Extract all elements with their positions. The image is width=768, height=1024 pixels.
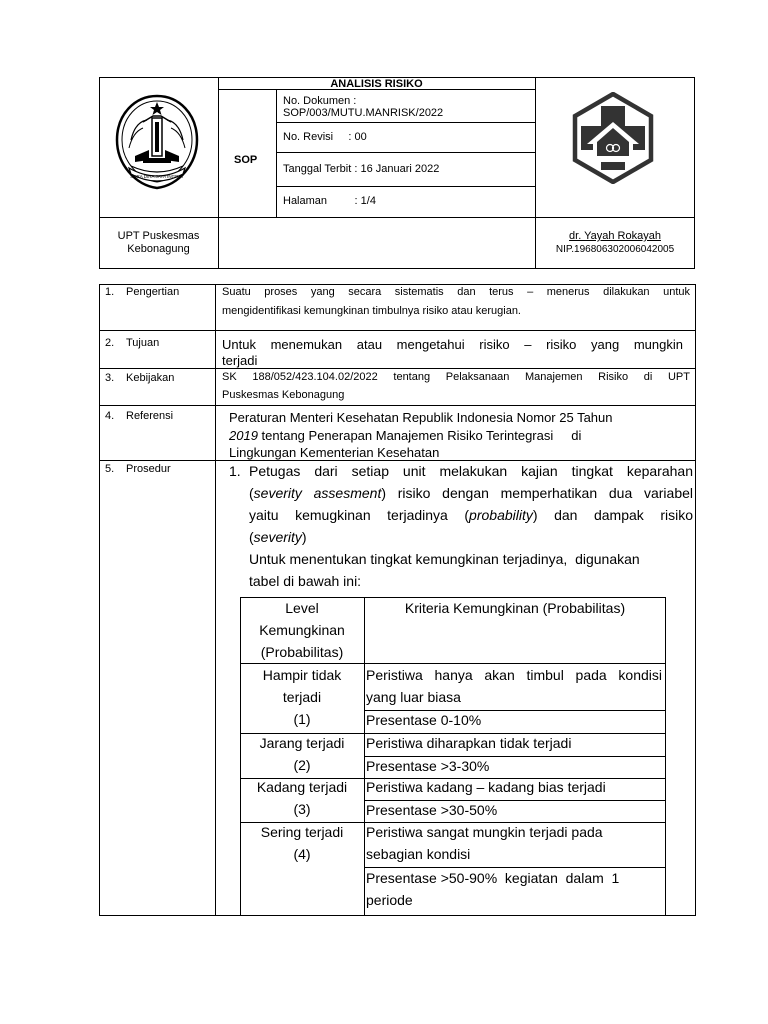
signer-name: dr. Yayah Rokayah [569,230,661,242]
level-cell [240,776,364,820]
row-number: 1. [105,286,115,298]
term-severity-assesment: severity assesment [253,485,382,501]
paren: ) [301,529,307,545]
header-divider [276,122,535,123]
pengertian-text-line1: Suatu proses yang secara sistematis dan terus – menerus dilakukan untuk [222,286,690,298]
pengertian-text-line2: mengidentifikasi kemungkinan timbulnya risiko atau kerugian. [222,305,521,317]
level-label: Kadang terjadi [256,779,348,795]
row-number: 3. [105,372,115,384]
row-label-prosedur: Prosedur [126,463,171,475]
criteria-cell: Peristiwa kadang – kadang bias terjadi [366,779,606,795]
term-probability: probability [469,507,533,523]
referensi-title-part: tentang Penerapan Manajemen Risiko Terintegrasi di [257,428,582,443]
prosedur-line1: Petugas dari setiap unit melakukan kajian tingkat keparahan [249,463,693,479]
col-header-level-line: Kemungkinan [259,622,345,638]
puskesmas-logo [567,92,659,184]
paren: ( [249,529,254,545]
prosedur-line2 [249,482,693,504]
header-divider [276,186,535,187]
row-number: 2. [105,337,115,349]
criteria-cell: Presentase >30-50% [366,802,498,818]
row-label-tujuan: Tujuan [126,337,160,349]
header-divider [276,152,535,153]
level-number: (3) [293,801,311,817]
prosedur-line6: tabel di bawah ini: [249,573,362,589]
prosedur-line3-b: ) dan dampak risiko [532,507,693,523]
criteria-cell [366,867,662,911]
prosedur-item-number: 1. [229,463,241,479]
unit-name-line1: UPT Puskesmas [117,230,200,242]
criteria-text: Peristiwa hanya akan timbul pada kondisi [366,667,662,683]
col-header-level-line: Level [285,600,319,616]
kebijakan-text-line2: Puskesmas Kebonagung [222,389,345,401]
body-divider [99,368,696,369]
regional-seal [113,92,201,190]
term-severity: severity [253,529,302,545]
col-header-level [240,597,364,663]
doc-number-label: No. Dokumen : [283,95,357,107]
paren: ( [249,485,254,501]
criteria-cell: Peristiwa diharapkan tidak terjadi [366,735,572,751]
issue-date: Tanggal Terbit : 16 Januari 2022 [283,163,440,175]
doc-number-value: SOP/003/MUTU.MANRISK/2022 [283,107,444,119]
criteria-cell [366,664,662,708]
row-label-pengertian: Pengertian [126,286,180,298]
revision-number: No. Revisi : 00 [283,131,367,143]
level-cell [240,664,364,730]
puskesmas-logo-icon [567,92,659,184]
level-label: Hampir tidak [262,667,342,683]
body-divider [215,284,216,916]
level-cell [240,821,364,865]
prosedur-line4 [249,526,307,548]
level-number: (4) [293,846,311,862]
level-number: (2) [293,757,311,773]
sop-label: SOP [234,154,258,166]
row-label-referensi: Referensi [126,410,174,422]
level-label: Sering terjadi [260,824,344,840]
signer-nip: NIP.196806302006042005 [555,244,675,255]
tujuan-text-line2: terjadi [222,353,258,368]
level-label: terjadi [282,689,322,705]
body-divider [99,330,696,331]
col-header-criteria: Kriteria Kemungkinan (Probabilitas) [404,600,626,616]
prosedur-line2-rest: ) risiko dengan memperhatikan dua variabel [381,485,694,501]
tujuan-text-line1: Untuk menemukan atau mengetahui risiko – risiko yang mungkin [222,337,683,352]
criteria-text: Peristiwa sangat mungkin terjadi pada [366,824,603,840]
criteria-text: sebagian kondisi [366,846,471,862]
prosedur-line3 [249,504,693,526]
criteria-text: Presentase >50-90% kegiatan dalam 1 [366,870,620,886]
criteria-cell: Presentase 0-10% [366,712,482,728]
level-number: (1) [293,711,311,727]
referensi-text-line3: Lingkungan Kementerian Kesehatan [229,445,440,460]
criteria-cell [366,821,662,865]
level-cell [240,732,364,776]
prosedur-line5: Untuk menentukan tingkat kemungkinan terjadinya, digunakan [249,551,640,567]
row-number: 5. [105,463,115,475]
page-number: Halaman : 1/4 [283,195,376,207]
criteria-cell: Presentase >3-30% [366,758,490,774]
col-header-level-line: (Probabilitas) [260,644,344,660]
row-label-kebijakan: Kebijakan [126,372,175,384]
header-divider [276,89,277,217]
prosedur-line3-a: yaitu kemugkinan terjadinya ( [249,507,470,523]
kebijakan-text-line1: SK 188/052/423.104.02/2022 tentang Pelaksanaan Manajemen Risiko di UPT [222,371,690,383]
referensi-year: 2019 [229,428,258,443]
document-title: ANALISIS RISIKO [330,78,423,90]
level-label: Jarang terjadi [259,735,345,751]
unit-name-line2: Kebonagung [127,243,190,255]
body-divider [99,405,696,406]
criteria-text: yang luar biasa [366,689,461,705]
header-divider [218,77,219,269]
header-divider [99,217,695,218]
regional-seal-icon [113,92,201,190]
referensi-text-line1: Peraturan Menteri Kesehatan Republik Indonesia Nomor 25 Tahun [229,410,613,425]
seal-motto: SURA DIRA JAYA INGRAT [130,174,184,179]
criteria-text: periode [366,892,413,908]
row-number: 4. [105,410,115,422]
